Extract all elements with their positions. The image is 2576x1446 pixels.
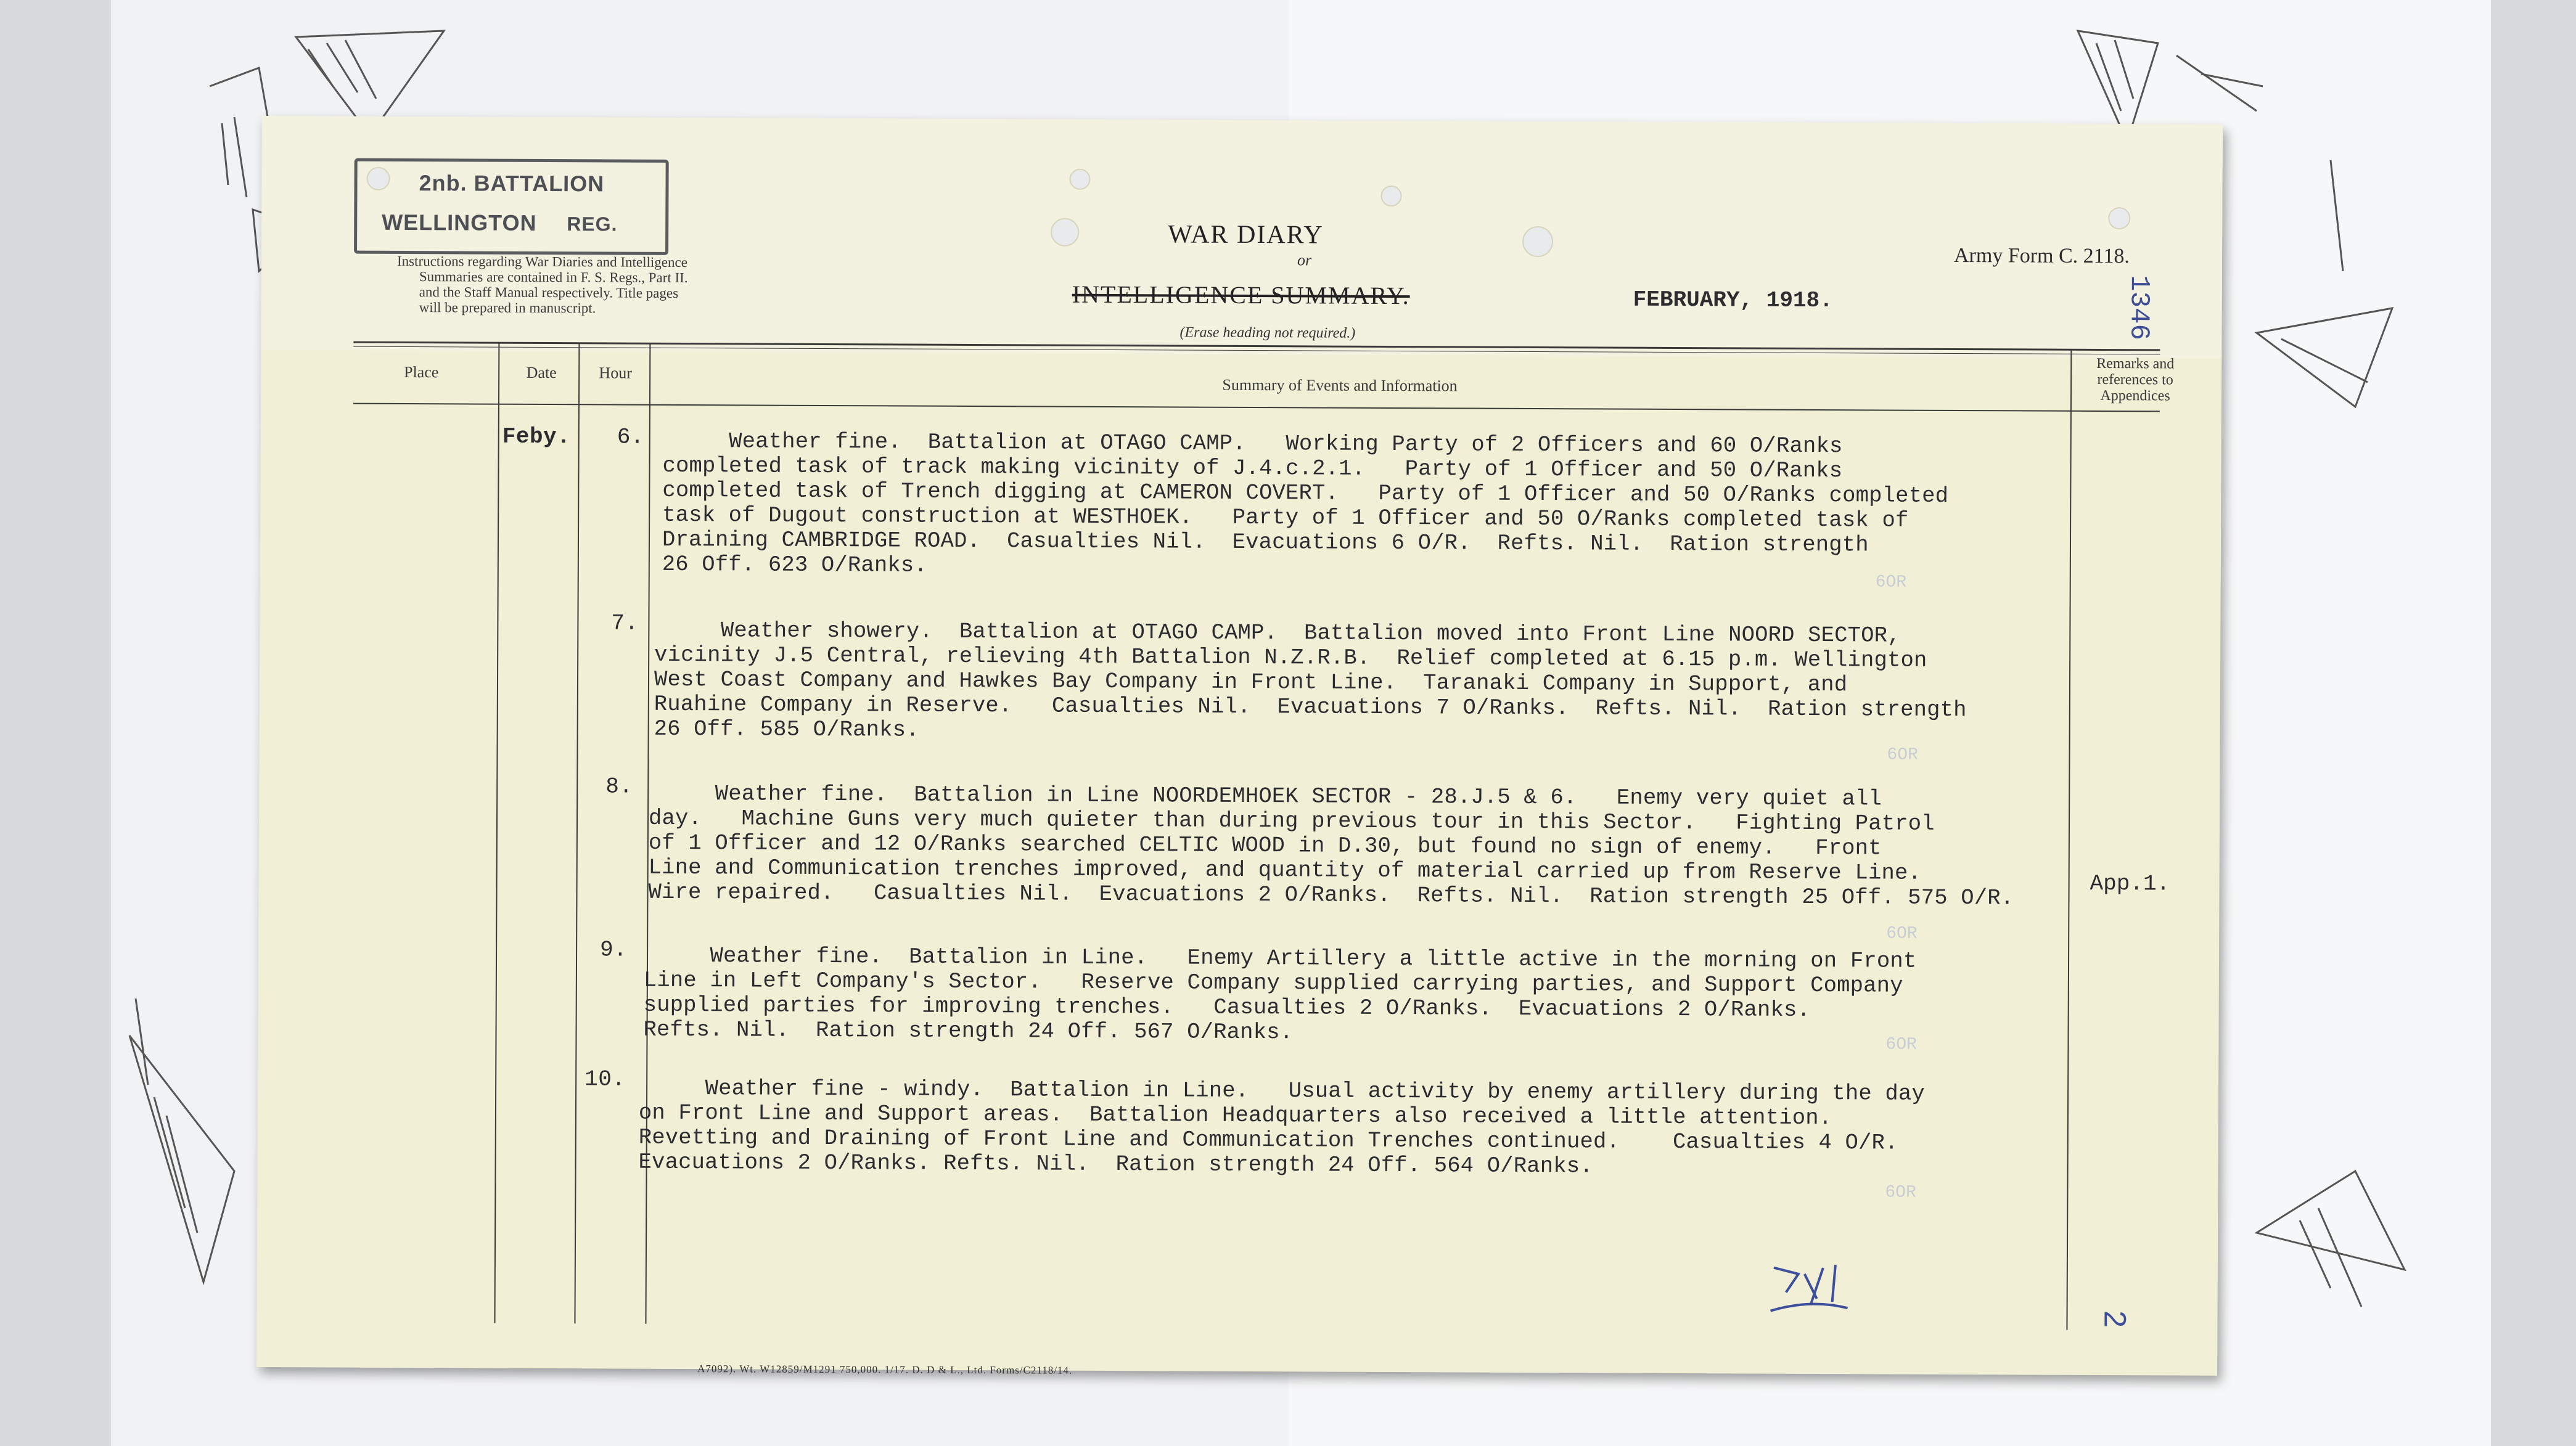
war-diary-title: WAR DIARY [1168,220,1324,250]
entry-day: 9. [600,937,628,963]
entry-line: of 1 Officer and 12 O/Ranks searched CELTIC WOOD in D.30, but found no sign of enemy. Front [648,830,1882,861]
archive-reference-number: 1346 [2123,275,2154,341]
punch-hole [1051,218,1079,247]
entry-line: 26 Off. 623 O/Ranks. [662,551,927,578]
show-through-mark: 6OR [1886,924,1918,944]
instructions-line: Summaries are contained in F. S. Regs., Part II. [419,269,688,286]
war-diary-sheet [256,116,2223,1376]
instructions-line: and the Staff Manual respectively. Title pages [419,284,679,301]
entry-line: vicinity J.5 Central, relieving 4th Battalion N.Z.R.B. Relief completed at 6.15 p.m. Wellington [654,642,1927,673]
erase-note: (Erase heading not required.) [1179,324,1356,341]
stamp-line-1: 2nb. BATTALION [419,170,605,197]
entry-line: on Front Line and Support areas. Battalion Headquarters also received a little attention. [638,1100,1832,1131]
punch-hole [1069,169,1090,190]
diary-entry [639,1076,1926,1180]
instructions-line: Instructions regarding War Diaries and Intelligence [396,253,688,271]
column-header-date: Date [526,363,557,382]
handwritten-initials [1761,1256,1872,1324]
pencil-sketch-right [2244,148,2429,419]
entry-line: Line and Communication trenches improved, and quantity of material carried up from Reserve Line. [648,854,1922,886]
diary-entry [662,429,1949,582]
show-through-mark: 6OR [1887,745,1918,765]
entry-line: 26 Off. 585 O/Ranks. [654,716,919,743]
column-header-hour: Hour [599,364,632,382]
punch-hole [1522,226,1553,257]
entry-line: Evacuations 2 O/Ranks. Refts. Nil. Ration strength 24 Off. 564 O/Ranks. [638,1149,1593,1179]
punch-hole [1380,186,1401,206]
entry-line: Weather fine. Battalion in Line NOORDEMHOEK SECTOR - 28.J.5 & 6. Enemy very quiet all [649,780,1882,812]
entry-line: West Coast Company and Hawkes Bay Company in Front Line. Taranaki Company in Support, and [654,666,1848,698]
diary-month: FEBRUARY, 1918. [1633,287,1833,314]
column-header-remarks [2074,356,2197,404]
entry-line: Weather fine. Battalion in Line. Enemy Artillery a little active in the morning on Front [643,942,1917,974]
show-through-mark: 6OR [1885,1035,1917,1055]
entry-day: 10. [585,1066,626,1092]
entry-line: supplied parties for improving trenches. Casualties 2 O/Ranks. Evacuations 2 O/Ranks. [643,992,1811,1023]
entry-line: Refts. Nil. Ration strength 24 Off. 567 O/Ranks. [643,1016,1294,1045]
entry-line: day. Machine Guns very much quieter than during previous tour in this Sector. Fighting Patrol [648,805,1935,836]
entry-line: completed task of track making vicinity of J.4.c.2.1. Party of 1 Officer and 50 O/Ranks [662,452,1843,484]
army-form-number: Army Form C. 2118. [1953,243,2130,268]
entry-day: 7. [611,610,639,636]
diary-entry [648,782,2014,911]
stamp-line-2: WELLINGTON [382,209,537,235]
show-through-mark: 6OR [1885,1183,1916,1203]
entry-line: Weather showery. Battalion at OTAGO CAMP. Battalion moved into Front Line NOORD SECTOR, [654,617,1901,648]
entry-line: Revetting and Draining of Front Line and Communication Trenches continued. Casualties 4 O/R. [638,1124,1898,1156]
entry-line: Weather fine - windy. Battalion in Line. Usual activity by enemy artillery during the day [639,1075,1926,1106]
instructions-text [397,253,742,316]
entry-line: Ruahine Company in Reserve. Casualties Nil. Evacuations 7 O/Ranks. Refts. Nil. Ration strength [654,691,1967,723]
stamp-line-3: REG. [567,213,618,235]
pencil-sketch-bottom-right [2244,1146,2442,1344]
battalion-stamp [354,158,669,255]
entry-line: completed task of Trench digging at CAMERON COVERT. Party of 1 Officer and 50 O/Ranks completed [662,477,1949,509]
column-divider-date [574,343,580,1323]
entry-line: Draining CAMBRIDGE ROAD. Casualties Nil. Evacuations 6 O/R. Refts. Nil. Ration strength [662,526,1869,558]
entry-line: task of Dugout construction at WESTHOEK. Party of 1 Officer and 50 O/Ranks completed task of [662,502,1909,533]
entry-day: 6. [617,424,645,450]
month-label: Feby. [502,423,571,450]
show-through-mark: 6OR [1875,573,1907,592]
column-header-summary: Summary of Events and Information [1222,375,1458,395]
column-header-place: Place [403,363,439,382]
punch-hole [2108,207,2130,229]
header-bottom-rule [353,403,2160,412]
entry-line: Weather fine. Battalion at OTAGO CAMP. Working Party of 2 Officers and 60 O/Ranks [662,428,1843,459]
entry-line: Wire repaired. Casualties Nil. Evacuations 2 O/Ranks. Refts. Nil. Ration strength 25 Off. 575 O/R. [648,879,2014,911]
remarks-header-line: Remarks and [2096,355,2175,372]
remarks-header-line: Appendices [2100,388,2170,404]
entry-day: 8. [605,774,633,799]
remarks-header-line: references to [2097,371,2173,388]
instructions-line: will be prepared in manuscript. [419,300,596,316]
column-divider-place [494,343,499,1323]
heading-or: or [1297,251,1312,269]
page-number: 2 [2098,1310,2133,1328]
form-print-footer: A7092). Wt. W12859/M1291 750,000. 1/17. D. D & L., Ltd. Forms/C2118/14. [697,1363,1073,1376]
column-divider-remarks [2066,350,2072,1330]
diary-entry [643,944,1916,1048]
diary-entry [654,618,1967,747]
struck-intelligence-summary: INTELLIGENCE SUMMARY. [1072,280,1410,310]
entry-line: Line in Left Company's Sector. Reserve Company supplied carrying parties, and Support Company [643,967,1903,999]
appendix-reference: App.1. [2090,870,2170,897]
